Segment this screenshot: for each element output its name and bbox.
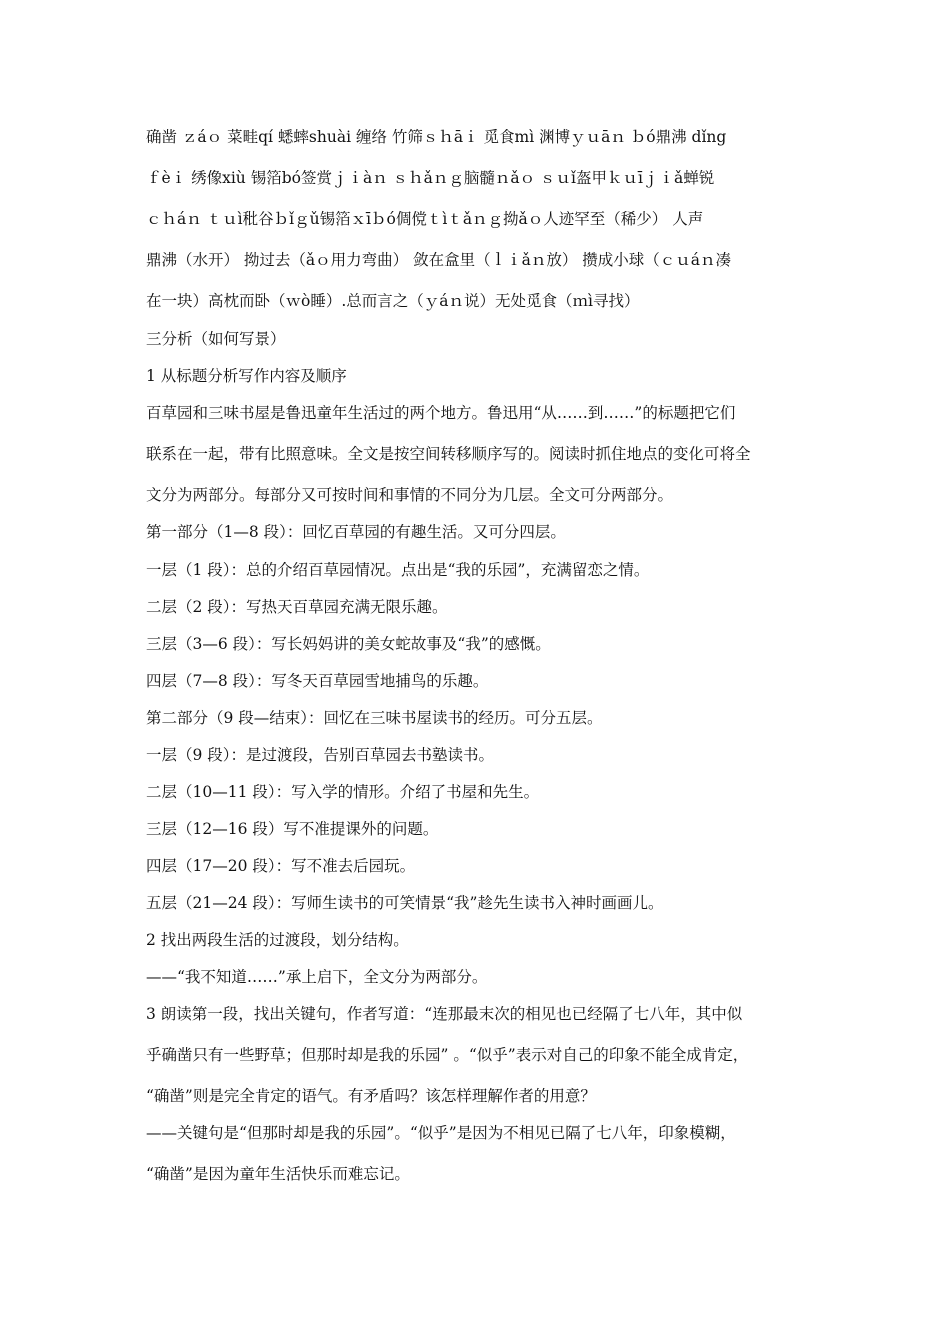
layer-line: 四层（7—8 段）：写冬天百草园雪地捕鸟的乐趣。 <box>146 672 489 690</box>
vocab-line-3: ｃｈáｎ ｔｕì秕谷ｂǐｇǔ锡箔ｘīｂó倜傥ｔìｔǎｎｇ拗ǎｏ人迹罕至（稀少） 人声 <box>146 210 704 228</box>
question-2-heading: 2 找出两段生活的过渡段，划分结构。 <box>146 931 409 949</box>
answer-line: ——“我不知道……”承上启下，全文分为两部分。 <box>146 968 488 986</box>
question-3-line: 乎确凿只有一些野草；但那时却是我的乐园” 。“似乎”表示对自己的印象不能全成肯定， <box>146 1046 749 1064</box>
layer-line: 三层（3—6 段）：写长妈妈讲的美女蛇故事及“我”的感慨。 <box>146 635 551 653</box>
section-heading: 三分析（如何写景） <box>146 330 286 348</box>
question-3-line: 3 朗读第一段，找出关键句，作者写道：“连那最末次的相见也已经隔了七八年，其中似 <box>146 1005 743 1023</box>
vocab-line-2: ｆèｉ 绣像xiù 锡箔bó签赏ｊｉàｎ ｓｈǎｎｇ脑髓ｎǎｏ ｓｕǐ盔甲ｋｕīｊｉǎ蝉锐 <box>146 169 715 187</box>
answer-line: ——关键句是“但那时却是我的乐园”。“似乎”是因为不相见已隔了七八年，印象模糊， <box>146 1124 736 1142</box>
answer-line: “确凿”是因为童年生活快乐而难忘记。 <box>146 1165 410 1183</box>
question-3-line: “确凿”则是完全肯定的语气。有矛盾吗？该怎样理解作者的用意？ <box>146 1087 596 1105</box>
layer-line: 一层（1 段）：总的介绍百草园情况。点出是“我的乐园”，充满留恋之情。 <box>146 561 650 579</box>
part-two-heading: 第二部分（9 段—结束）：回忆在三味书屋读书的经历。可分五层。 <box>146 709 603 727</box>
vocab-line-5: 在一块）高枕而卧（ｗò睡）.总而言之（ｙáｎ说）无处觅食（ｍì寻找） <box>146 292 640 310</box>
vocab-line-1: 确凿 ｚáｏ 菜畦qí 蟋蟀shuài 缠络 竹筛ｓｈāｉ 觅食mì 渊博ｙｕāｎ ｂó鼎沸 dǐng <box>146 128 727 146</box>
part-one-heading: 第一部分（1—8 段）：回忆百草园的有趣生活。又可分四层。 <box>146 523 566 541</box>
layer-line: 三层（12—16 段）写不准提课外的问题。 <box>146 820 439 838</box>
question-1-heading: 1 从标题分析写作内容及顺序 <box>146 367 347 385</box>
paragraph-line: 文分为两部分。每部分又可按时间和事情的不同分为几层。全文可分两部分。 <box>146 486 674 504</box>
paragraph-line: 百草园和三味书屋是鲁迅童年生活过的两个地方。鲁迅用“从……到……”的标题把它们 <box>146 404 736 422</box>
vocab-line-4: 鼎沸（水开） 拗过去（ǎｏ用力弯曲） 敛在盒里（ｌｉǎｎ放） 攒成小球（ｃｕáｎ凑 <box>146 251 732 269</box>
layer-line: 二层（2 段）：写热天百草园充满无限乐趣。 <box>146 598 448 616</box>
layer-line: 四层（17—20 段）：写不准去后园玩。 <box>146 857 416 875</box>
paragraph-line: 联系在一起，带有比照意味。全文是按空间转移顺序写的。阅读时抓住地点的变化可将全 <box>146 445 751 463</box>
layer-line: 一层（9 段）：是过渡段，告别百草园去书塾读书。 <box>146 746 495 764</box>
layer-line: 二层（10—11 段）：写入学的情形。介绍了书屋和先生。 <box>146 783 540 801</box>
layer-line: 五层（21—24 段）：写师生读书的可笑情景“我”趁先生读书入神时画画儿。 <box>146 894 664 912</box>
